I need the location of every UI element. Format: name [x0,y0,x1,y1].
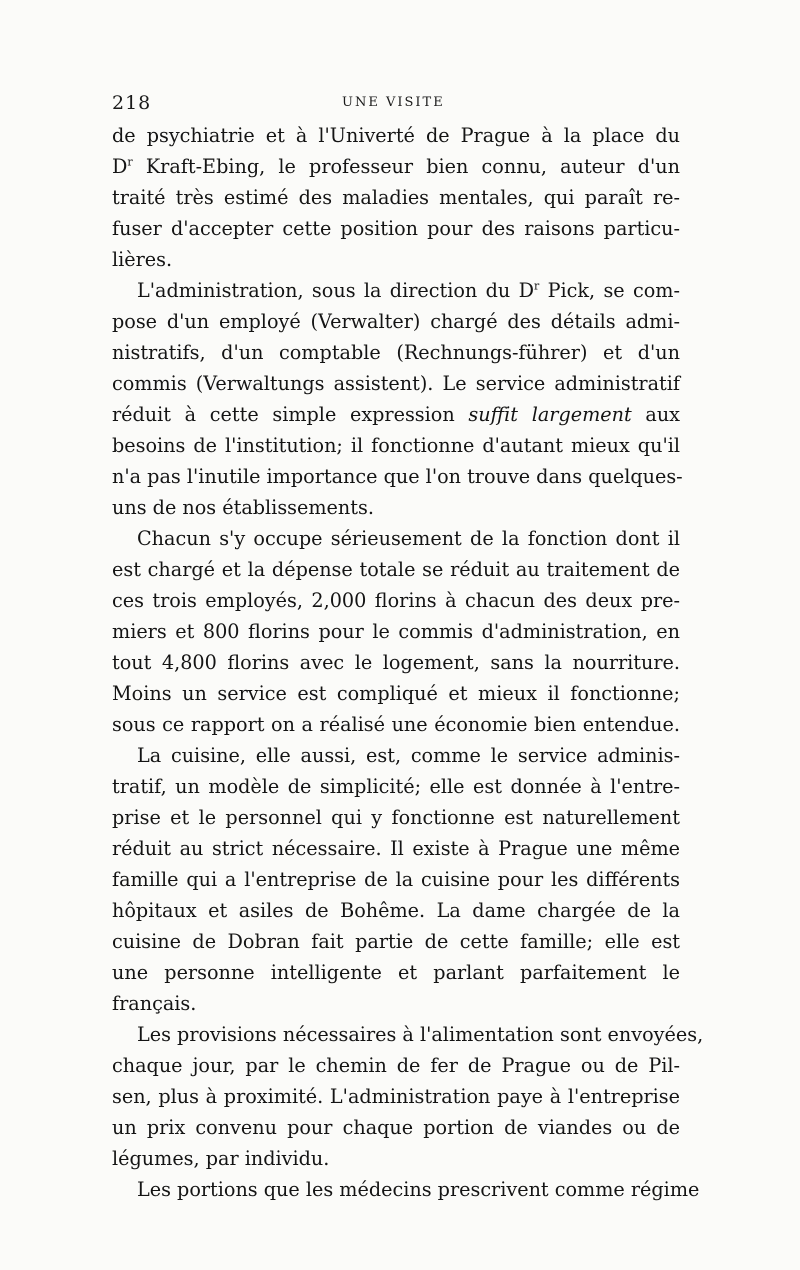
text-line: un prix convenu pour chaque portion de viandes ou de [112,1116,680,1139]
text-line: réduit à cette simple expression suffit largement aux [112,403,680,426]
text-line: $D^r$ Kraft-Ebing, le professeur bien connu, auteur d'un [112,155,680,178]
text-line: prise et le personnel qui y fonctionne est naturellement [112,806,680,829]
text-line: uns de nos établissements. [112,496,374,519]
text-line: traité très estimé des maladies mentales, qui paraît re- [112,186,680,209]
text-line: réduit au strict nécessaire. Il existe à Prague une même [112,837,680,860]
text-line: est chargé et la dépense totale se réduit au traitement de [112,558,680,581]
text-line: ces trois employés, 2,000 florins à chacun des deux pre- [112,589,680,612]
text-line: sous ce rapport on a réalisé une économie bien entendue. [112,713,680,736]
text-line: L'administration, sous la direction du $D^r$ Pick, se com- [137,279,680,302]
text-line: famille qui a l'entreprise de la cuisine pour les différents [112,868,680,891]
text-line: pose d'un employé (Verwalter) chargé des détails admi- [112,310,680,333]
text-line: nistratifs, d'un comptable (Rechnungs-führer) et d'un [112,341,680,364]
text-line: La cuisine, elle aussi, est, comme le service adminis- [137,744,680,767]
text-line: une personne intelligente et parlant parfaitement le [112,961,680,984]
text-line: Les portions que les médecins prescrivent comme régime [137,1178,700,1201]
page-header [112,92,680,116]
running-title: UNE VISITE [342,95,445,110]
text-line: de psychiatrie et à l'Univerté de Prague à la place du [112,124,680,147]
text-line: sen, plus à proximité. L'administration paye à l'entreprise [112,1085,680,1108]
text-line: Chacun s'y occupe sérieusement de la fonction dont il [137,527,680,550]
text-line: légumes, par individu. [112,1147,330,1170]
text-line: Moins un service est compliqué et mieux il fonctionne; [112,682,680,705]
text-line: cuisine de Dobran fait partie de cette famille; elle est [112,930,680,953]
text-line: commis (Verwaltungs assistent). Le service administratif [112,372,680,395]
page-number: 218 [112,92,152,114]
text-line: Les provisions nécessaires à l'alimentation sont envoyées, [137,1023,704,1046]
text-line: lières. [112,248,173,271]
text-line: fuser d'accepter cette position pour des raisons particu- [112,217,680,240]
text-line: chaque jour, par le chemin de fer de Prague ou de Pil- [112,1054,680,1077]
body-text [112,120,704,1205]
text-line: miers et 800 florins pour le commis d'administration, en [112,620,680,643]
text-line: tout 4,800 florins avec le logement, sans la nourriture. [112,651,680,674]
text-line: besoins de l'institution; il fonctionne d'autant mieux qu'il [112,434,680,457]
text-line: hôpitaux et asiles de Bohême. La dame chargée de la [112,899,680,922]
text-line: tratif, un modèle de simplicité; elle est donnée à l'entre- [112,775,680,798]
text-line: n'a pas l'inutile importance que l'on trouve dans quelques- [112,465,683,488]
text-line: français. [112,992,197,1015]
